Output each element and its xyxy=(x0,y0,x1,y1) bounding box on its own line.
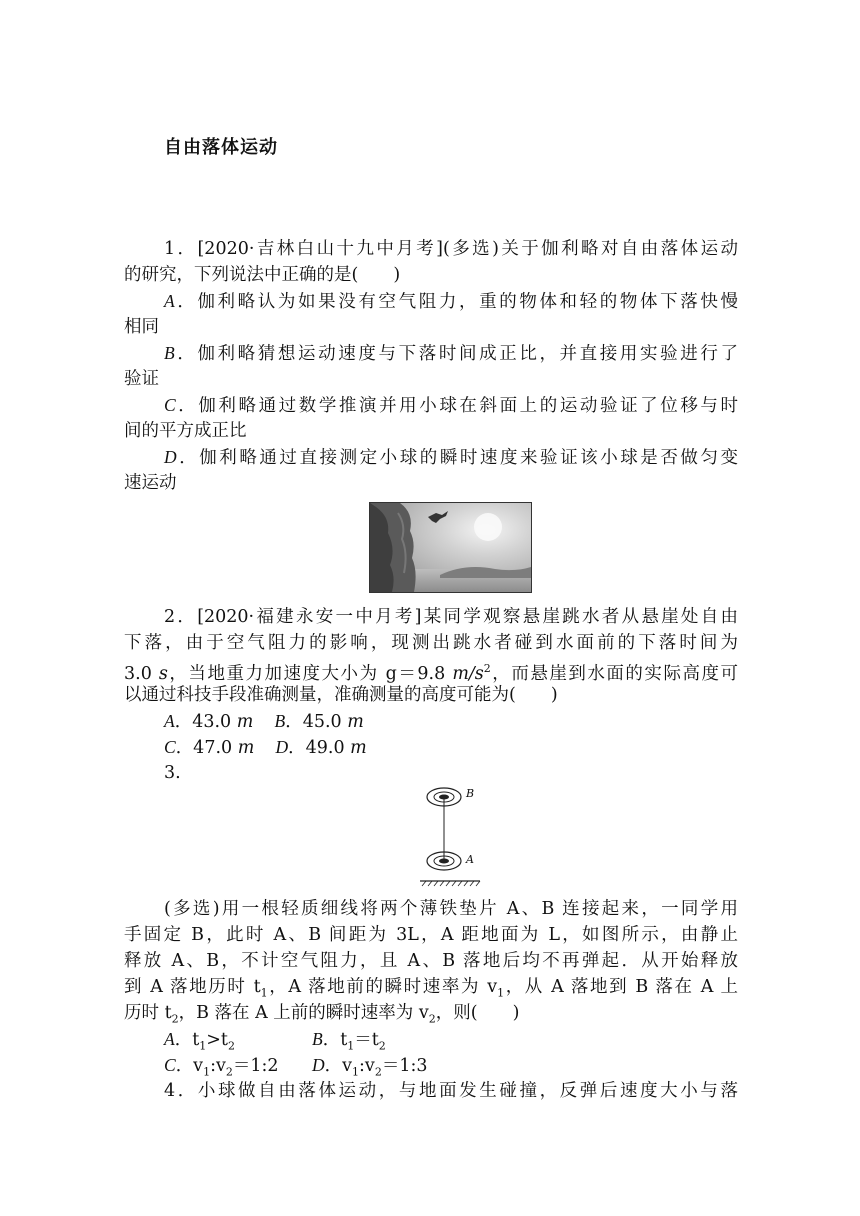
q3-stem-line3: 释放 A、B，不计空气阻力，且 A、B 落地后均不再弹起．从开始释放 xyxy=(124,951,738,971)
q2-stem-line4: 以通过科技手段准确测量，准确测量的高度可能为( ) xyxy=(124,685,558,705)
cliff-diver-photo xyxy=(369,502,532,593)
q3-stem-line2: 手固定 B，此时 A、B 间距为 3L，A 距地面为 L，如图所示，由静止 xyxy=(124,925,738,945)
iron-discs-diagram xyxy=(416,783,486,889)
q1-option-d: D．伽利略通过直接测定小球的瞬时速度来验证该小球是否做匀变 xyxy=(164,447,738,468)
disc-diagram-svg xyxy=(416,783,486,889)
q1-option-c: C．伽利略通过数学推演并用小球在斜面上的运动验证了位移与时 xyxy=(164,395,738,416)
q1-option-c-cont: 间的平方成正比 xyxy=(124,421,247,441)
q1-option-b: B．伽利略猜想运动速度与下落时间成正比，并直接用实验进行了 xyxy=(164,343,738,364)
q2-stem-line2: 下落，由于空气阻力的影响，现测出跳水者碰到水面前的下落时间为 xyxy=(124,633,738,653)
q3-stem-line4: 到 A 落地历时 $t_1$，A 落地前的瞬时速率为 $v_1$，从 A 落地到 B 落在 A 上 xyxy=(124,977,739,1000)
q3-option-d: D．$v_1:v_2=1:3$ xyxy=(312,1055,428,1079)
q3-option-b: B．$t_1=t_2$ xyxy=(312,1029,386,1053)
q1-option-a: A．伽利略认为如果没有空气阻力，重的物体和轻的物体下落快慢 xyxy=(164,291,738,312)
q3-option-a: A．$t_1>t_2$ xyxy=(164,1029,235,1053)
q2-stem-line3: 3.0 s，当地重力加速度大小为 g＝9.8 $m/s^2$，而悬崖到水面的实际高度可 xyxy=(124,662,738,684)
q1-stem-line2: 的研究，下列说法中正确的是( ) xyxy=(124,265,401,285)
q3-number: 3. xyxy=(164,763,181,783)
q1-option-b-cont: 验证 xyxy=(124,369,159,389)
page-title: 自由落体运动 xyxy=(164,137,278,158)
q1-option-d-cont: 速运动 xyxy=(124,473,177,493)
cliff-diver-image xyxy=(370,503,531,592)
q3-option-c: C．$v_1:v_2=1:2$ xyxy=(164,1055,279,1079)
q3-stem-line5: 历时 $t_2$，B 落在 A 上前的瞬时速率为 $v_2$，则( ) xyxy=(124,1003,520,1026)
label-b: B xyxy=(466,787,475,800)
q3-stem-line1: (多选)用一根轻质细线将两个薄铁垫片 A、B 连接起来，一同学用 xyxy=(164,899,738,919)
q1-option-a-cont: 相同 xyxy=(124,317,159,337)
q2-options-ab: A．43.0 m B．45.0 m xyxy=(164,711,364,732)
q1-stem-line1: 1．[2020·吉林白山十九中月考](多选)关于伽利略对自由落体运动 xyxy=(164,239,738,259)
q2-stem-line1: 2．[2020·福建永安一中月考]某同学观察悬崖跳水者从悬崖处自由 xyxy=(164,607,738,627)
q4-stem-line1: 4．小球做自由落体运动，与地面发生碰撞，反弹后速度大小与落 xyxy=(164,1081,738,1101)
q2-options-cd: C．47.0 m D．49.0 m xyxy=(164,737,367,758)
label-a: A xyxy=(466,853,474,866)
